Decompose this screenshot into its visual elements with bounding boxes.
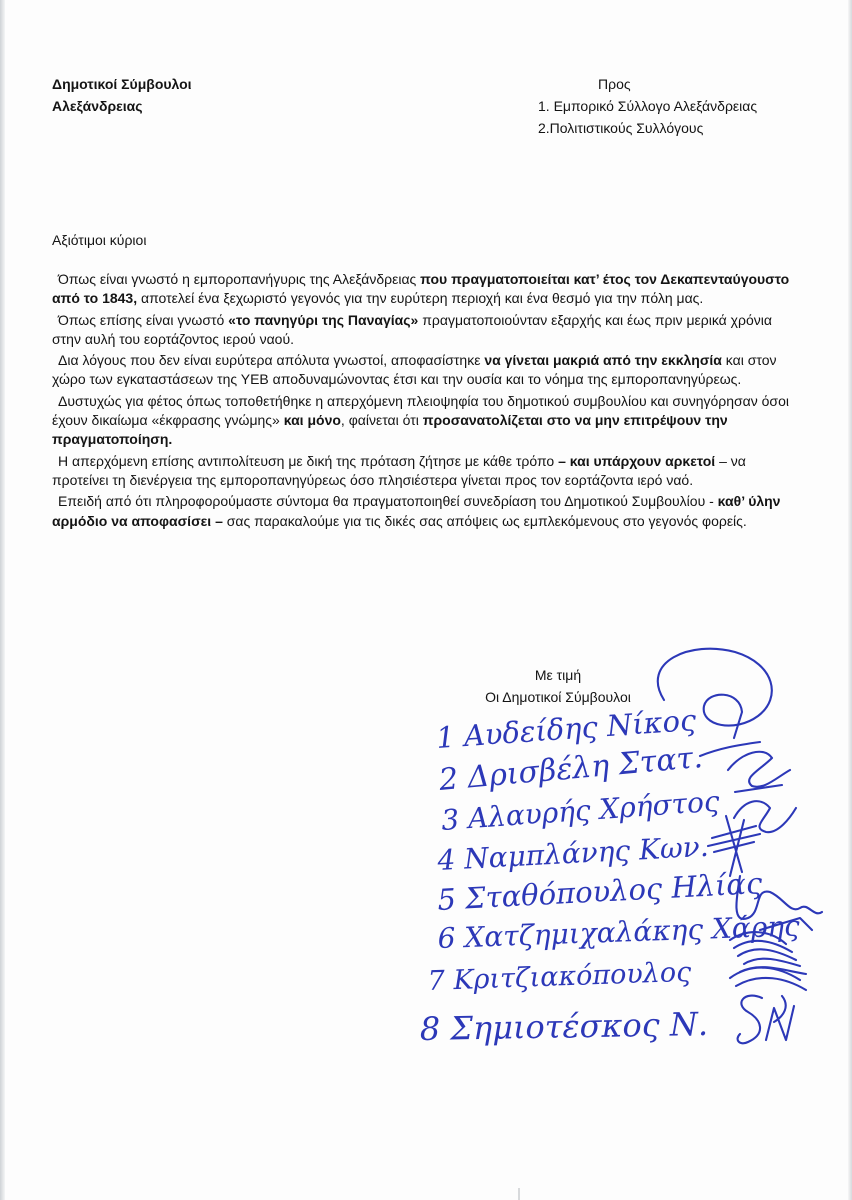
signature-name-8: 8 Σημιοτέσκος Ν. (419, 1004, 709, 1048)
signature-scribble-2 (728, 752, 790, 792)
signature-scribble-1 (658, 649, 772, 756)
text-run: Δυστυχώς για φέτος όπως τοποθετήθηκε η απερχόμενη πλειοψηφία του δημοτικού συμβουλίου και συνηγόρησαν όσοι έχουν δικαίωμα «έκφρασης γνώμης» (52, 392, 789, 429)
text-run: Όπως επίσης είναι γνωστό (58, 311, 229, 328)
salutation: Αξιότιμοι κύριοι (52, 232, 147, 248)
text-run: Η απερχόμενη επίσης αντιπολίτευση με δική της πρόταση ζήτησε με κάθε τρόπο (58, 452, 559, 469)
closing-line-2: Οι Δημοτικοί Σύμβουλοι (485, 689, 631, 705)
signature-name-6: 6 Χατζημιχαλάκης Χάρης (437, 909, 801, 955)
sender-line-2: Αλεξάνδρειας (52, 98, 143, 114)
signature-name-2: 2 Δρισβέλη Στατ. (437, 740, 705, 798)
signature-name-4: 4 Ναμπλάνης Κων. (436, 829, 710, 877)
recipient-item: 1. Εμπορικό Σύλλογο Αλεξάνδρειας (538, 98, 758, 114)
signature-name-1: 1 Αυδείδης Νίκος (435, 702, 698, 755)
bold-text-run: και μόνο (283, 412, 341, 429)
text-run: Όπως είναι γνωστό η εμποροπανήγυρις της Αλεξάνδρειας (58, 271, 421, 287)
signature-name-7: 7 Κριτζιακόπουλος (427, 956, 692, 997)
scan-artifact-mark (518, 1188, 520, 1200)
recipient-item: 2.Πολιτιστικούς Συλλόγους (538, 120, 704, 136)
bold-text-run: να γίνεται μακριά από την εκκλησία (484, 352, 722, 369)
text-run: αποτελεί ένα ξεχωριστό γεγονός για την ευρύτερη περιοχή και ένα θεσμό για την πόλη μας. (137, 290, 704, 307)
signature-scribble-3 (734, 801, 796, 832)
text-run: – να προτείνει τη διενέργεια της εμποροπανηγύρεως όσο πλησιέστερα γίνεται προς τον εορτάζοντα ιερό ναό. (52, 452, 746, 488)
signature-name-3: 3 Αλαυρής Χρήστος (440, 784, 721, 837)
signature-scribble-7 (730, 968, 806, 1022)
bold-text-run: – και υπάρχουν αρκετοί (558, 452, 716, 469)
text-run: Δια λόγους που δεν είναι ευρύτερα απόλυτα γνωστοί, αποφασίστηκε (58, 352, 485, 369)
closing-line-1: Με τιμή (534, 667, 582, 683)
bold-text-run: προσανατολίζεται στο να μην επιτρέψουν την πραγματοποίηση. (52, 412, 728, 448)
sender-line-1: Δημοτικοί Σύμβουλοι (52, 76, 192, 92)
text-run: Επειδή από ότι πληροφορούμαστε σύντομα θα πραγματοποιηθεί συνεδρίαση του Δημοτικού Συμβουλίου - (58, 493, 718, 510)
text-run: και στον χώρο των εγκαταστάσεων της ΥΕΒ αποδυναμώνοντας έτσι και την ουσία και το νόημα της εμποροπανηγύρεως. (52, 352, 777, 388)
bold-text-run: καθ’ ύλην αρμόδιο να αποφασίσει – (52, 493, 781, 529)
text-run: , φαίνεται ότι (340, 412, 423, 429)
signature-name-5: 5 Σταθόπουλος Ηλίας (436, 866, 763, 917)
bold-text-run: «το πανηγύρι της Παναγίας» (228, 311, 419, 328)
text-run: σας παρακαλούμε για τις δικές σας απόψεις ως εμπλεκόμενους στο γεγονός φορείς. (222, 512, 747, 529)
text-run: πραγματοποιούνταν εξαρχής και έως πριν μερικά χρόνια στην αυλή του εορτάζοντος ιερού ναού. (52, 311, 772, 347)
bold-text-run: που πραγματοποιείται κατ’ έτος τον Δεκαπενταύγουστο από το 1843, (52, 271, 790, 307)
recipients-heading: Προς (598, 76, 631, 92)
